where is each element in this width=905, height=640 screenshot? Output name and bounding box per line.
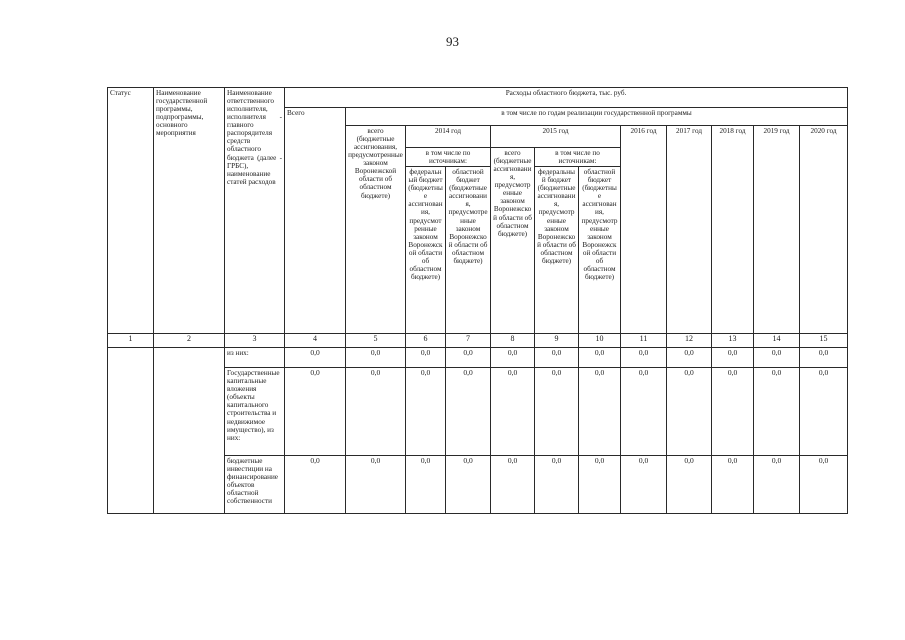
value-cell: 0,0 xyxy=(346,368,406,456)
value-cell: 0,0 xyxy=(346,348,406,368)
header-year-2015: 2015 год xyxy=(491,126,621,148)
header-regional-2015: областной бюджет (бюджетные ассигнования, предусмотренные законом Воронежской области об областном бюджете) xyxy=(579,167,621,334)
value-cell: 0,0 xyxy=(800,348,848,368)
header-year-2017: 2017 год xyxy=(667,126,712,334)
header-total-budget: всего (бюджетные ассигнования, предусмотренные законом Воронежской области об областном бюджете) xyxy=(346,126,406,334)
value-cell: 0,0 xyxy=(621,348,667,368)
value-cell: 0,0 xyxy=(667,368,712,456)
value-cell: 0,0 xyxy=(667,456,712,514)
value-cell: 0,0 xyxy=(667,348,712,368)
value-cell: 0,0 xyxy=(406,368,446,456)
value-cell: 0,0 xyxy=(285,368,346,456)
value-cell: 0,0 xyxy=(579,348,621,368)
value-cell: 0,0 xyxy=(579,368,621,456)
column-number: 7 xyxy=(446,334,491,348)
column-number: 1 xyxy=(108,334,154,348)
header-regional-2014: областной бюджет (бюджетные ассигнования, предусмотренные законом Воронежской области об областном бюджете) xyxy=(446,167,491,334)
value-cell: 0,0 xyxy=(535,368,579,456)
column-number: 14 xyxy=(754,334,800,348)
table-row xyxy=(108,348,848,368)
expenses-table xyxy=(107,87,848,514)
column-number: 3 xyxy=(225,334,285,348)
column-number: 5 xyxy=(346,334,406,348)
column-number: 2 xyxy=(154,334,225,348)
column-number: 15 xyxy=(800,334,848,348)
header-executor: Наименование ответственного исполнителя, исполнителя - главного распорядителя средств областного бюджета (далее - ГРБС), наименование статей расходов xyxy=(225,88,285,334)
header-federal-2015: федеральный бюджет (бюджетные ассигнования, предусмотренные законом Воронежской области об областном бюджете) xyxy=(535,167,579,334)
value-cell: 0,0 xyxy=(800,368,848,456)
column-number: 4 xyxy=(285,334,346,348)
value-cell: 0,0 xyxy=(800,456,848,514)
column-number: 13 xyxy=(712,334,754,348)
header-year-2014: 2014 год xyxy=(406,126,491,148)
value-cell: 0,0 xyxy=(491,348,535,368)
value-cell: 0,0 xyxy=(535,348,579,368)
value-cell: 0,0 xyxy=(406,348,446,368)
value-cell: 0,0 xyxy=(712,348,754,368)
column-number: 9 xyxy=(535,334,579,348)
status-cell xyxy=(108,348,154,514)
header-sources-2014: в том числе по источникам: xyxy=(406,148,491,167)
column-number: 10 xyxy=(579,334,621,348)
header-year-2016: 2016 год xyxy=(621,126,667,334)
row-label: Государственные капитальные вложения (объекты капитального строительства и недвижимое имущество), из них: xyxy=(225,368,285,456)
column-number: 8 xyxy=(491,334,535,348)
row-label: бюджетные инвестиции на финансирование объектов областной собственности xyxy=(225,456,285,514)
header-federal-2014: федеральный бюджет (бюджетные ассигнования, предусмотренные законом Воронежской области об областном бюджете) xyxy=(406,167,446,334)
value-cell: 0,0 xyxy=(285,348,346,368)
value-cell: 0,0 xyxy=(285,456,346,514)
header-total-2015: всего (бюджетные ассигнования, предусмотренные законом Воронежской области об областном бюджете) xyxy=(491,148,535,334)
header-expenses-title: Расходы областного бюджета, тыс. руб. xyxy=(285,88,848,108)
value-cell: 0,0 xyxy=(535,456,579,514)
header-by-years: в том числе по годам реализации государственной программы xyxy=(346,108,848,126)
header-total: Всего xyxy=(285,108,346,334)
value-cell: 0,0 xyxy=(712,456,754,514)
column-number: 6 xyxy=(406,334,446,348)
value-cell: 0,0 xyxy=(621,456,667,514)
value-cell: 0,0 xyxy=(491,456,535,514)
value-cell: 0,0 xyxy=(346,456,406,514)
header-sources-2015: в том числе по источникам: xyxy=(535,148,621,167)
value-cell: 0,0 xyxy=(446,348,491,368)
value-cell: 0,0 xyxy=(446,456,491,514)
program-name-cell xyxy=(154,348,225,514)
value-cell: 0,0 xyxy=(406,456,446,514)
column-number: 12 xyxy=(667,334,712,348)
row-label: из них: xyxy=(225,348,285,368)
header-year-2019: 2019 год xyxy=(754,126,800,334)
page-number: 93 xyxy=(446,34,459,49)
value-cell: 0,0 xyxy=(579,456,621,514)
header-program-name: Наименование государственной программы, подпрограммы, основного мероприятия xyxy=(154,88,225,334)
value-cell: 0,0 xyxy=(491,368,535,456)
header-status: Статус xyxy=(108,88,154,334)
value-cell: 0,0 xyxy=(754,348,800,368)
value-cell: 0,0 xyxy=(446,368,491,456)
value-cell: 0,0 xyxy=(621,368,667,456)
header-year-2018: 2018 год xyxy=(712,126,754,334)
value-cell: 0,0 xyxy=(712,368,754,456)
value-cell: 0,0 xyxy=(754,368,800,456)
header-year-2020: 2020 год xyxy=(800,126,848,334)
value-cell: 0,0 xyxy=(754,456,800,514)
column-number: 11 xyxy=(621,334,667,348)
